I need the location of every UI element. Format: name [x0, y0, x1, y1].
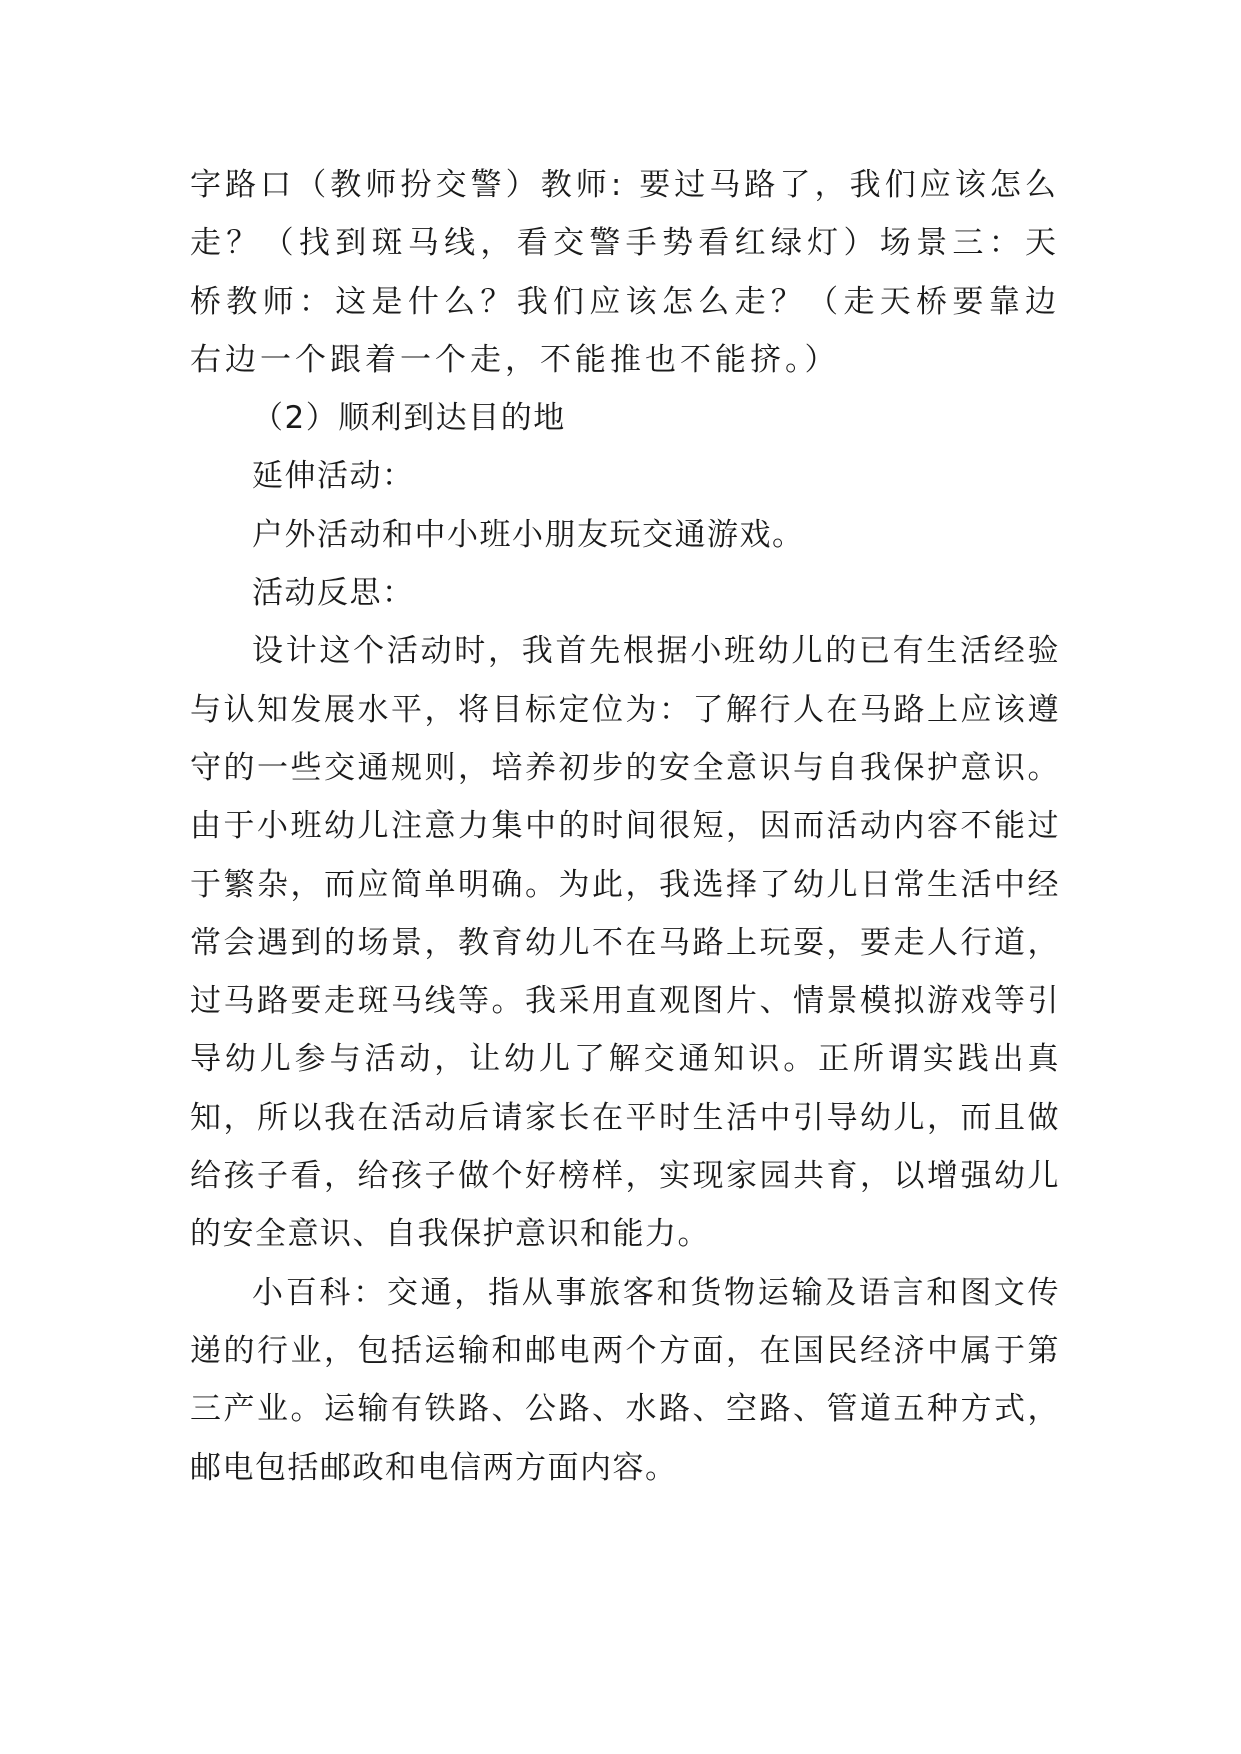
paragraph-scene-continuation: 字路口（教师扮交警）教师: 要过马路了，我们应该怎么走？（找到斑马线，看交警手势看红绿灯）场景三：天桥教师：这是什么？我们应该怎么走？（走天桥要靠边右边一个跟着一个走，不能推也不能挤。） [190, 167, 1060, 378]
paragraph-encyclopedia: 小百科：交通，指从事旅客和货物运输及语言和图文传递的行业，包括运输和邮电两个方面，在国民经济中属于第三产业。运输有铁路、公路、水路、空路、管道五种方式，邮电包括邮政和电信两方面内容。 [190, 1274, 1060, 1486]
heading-extension-activity: 延伸活动： [252, 458, 415, 495]
heading-activity-reflection: 活动反思： [252, 575, 415, 612]
paragraph-outdoor-activity: 户外活动和中小班小朋友玩交通游戏。 [252, 516, 805, 553]
paragraph-reflection-body: 设计这个活动时，我首先根据小班幼儿的已有生活经验与认知发展水平，将目标定位为：了解行人在马路上应该遵守的一些交通规则，培养初步的安全意识与自我保护意识。由于小班幼儿注意力集中的时间很短，因而活动内容不能过于繁杂，而应简单明确。为此，我选择了幼儿日常生活中经常会遇到的场景，教育幼儿不在马路上玩耍，要走人行道，过马路要走斑马线等。我采用直观图片、情景模拟游戏等引导幼儿参与活动，让幼儿了解交通知识。正所谓实践出真知，所以我在活动后请家长在平时生活中引导幼儿，而且做给孩子看，给孩子做个好榜样，实现家园共育，以增强幼儿的安全意识、自我保护意识和能力。 [190, 633, 1060, 1253]
paragraph-arrive-destination: （2）顺利到达目的地 [252, 400, 566, 437]
document-body [190, 156, 1060, 1497]
